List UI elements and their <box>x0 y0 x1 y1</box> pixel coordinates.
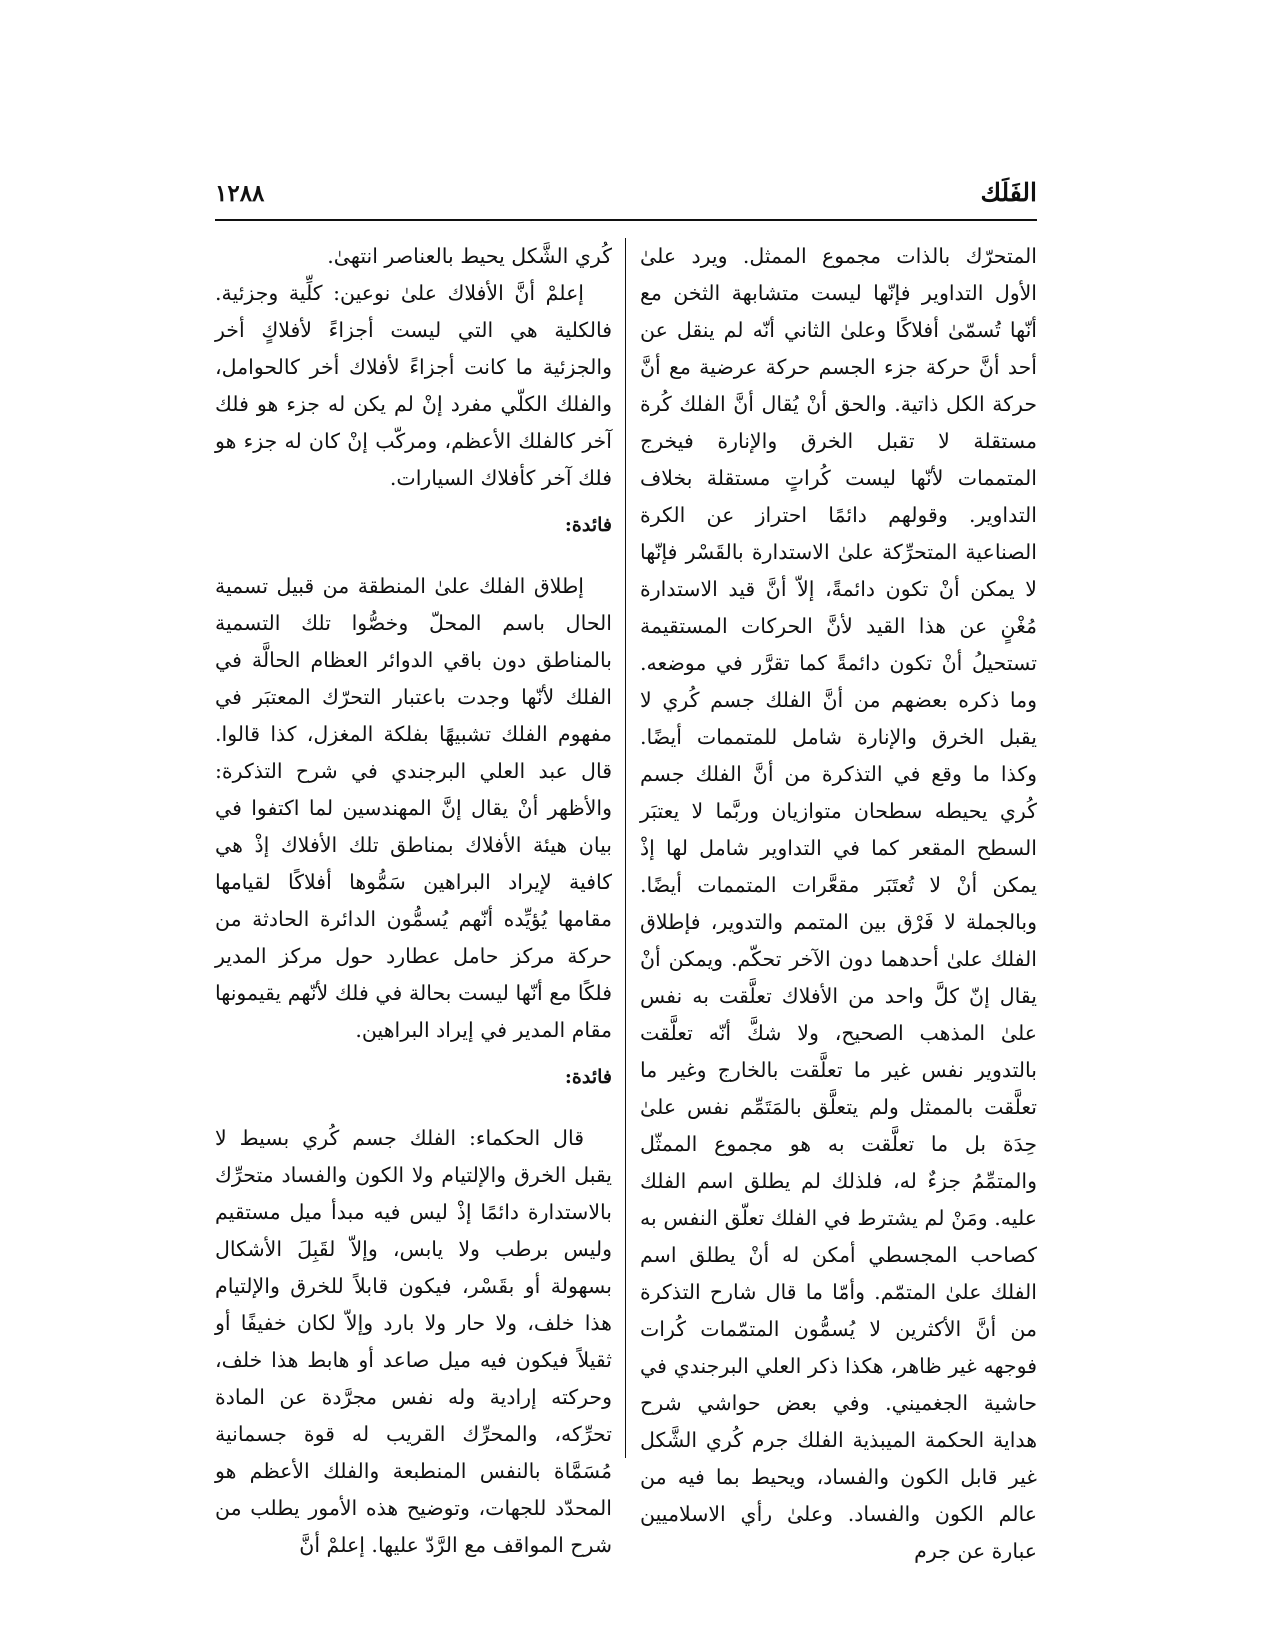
paragraph: إطلاق الفلك علىٰ المنطقة من قبيل تسمية الحال باسم المحلّ وخصُّوا تلك التسمية بالمناطق دون باقي الدوائر العظام الحالَّة في الفلك لأنّها وجدت باعتبار التحرّك المعتبَر في مفهوم الفلك تشبيهًا بفلكة المغزل، كذا قالوا. قال عبد العلي البرجندي في شرح التذكرة: والأظهر أنْ يقال إنَّ المهندسين لما اكتفوا في بيان هيئة الأفلاك بمناطق تلك الأفلاك إذْ هي كافية لإيراد البراهين سَمُّوها أفلاكًا لقيامها مقامها يُؤيِّده أنّهم يُسمُّون الدائرة الحادثة من حركة مركز حامل عطارد حول مركز المدير فلكًا مع أنّها ليست بحالة في فلك لأنّهم يقيمونها مقام المدير في إيراد البراهين. <box>215 574 612 1042</box>
header-rule <box>215 219 1037 221</box>
column-divider <box>625 238 626 1458</box>
paragraph: المتحرّك بالذات مجموع الممثل. ويرد علىٰ الأول التداوير فإنّها ليست متشابهة الثخن مع أنّها تُسمّىٰ أفلاكًا وعلىٰ الثاني أنّه لم ينقل عن أحد أنَّ حركة جزء الجسم حركة عرضية مع أنَّ حركة الكل ذاتية. والحق أنْ يُقال أنَّ الفلك كُرة مستقلة لا تقبل الخرق والإنارة فيخرج المتممات لأنّها ليست كُراتٍ مستقلة بخلاف التداوير. وقولهم دائمًا احتراز عن الكرة الصناعية المتحرِّكة علىٰ الاستدارة بالقَسْر فإنّها لا يمكن أنْ تكون دائمةً، إلاّ أنَّ قيد الاستدارة مُغْنٍ عن هذا القيد لأنَّ الحركات المستقيمة تستحيلُ أنْ تكون دائمةً كما تقرَّر في موضعه. وما ذكره بعضهم من أنَّ الفلك جسم كُري لا يقبل الخرق والإنارة شامل للمتممات أيضًا. وكذا ما وقع في التذكرة من أنَّ الفلك جسم كُري يحيطه سطحان متوازيان وربَّما لا يعتبَر السطح المقعر كما في التداوير شامل لها إذْ يمكن أنْ لا تُعتَبَر مقعَّرات المتممات أيضًا. وبالجملة لا فَرْق بين المتمم والتدوير، فإطلاق الفلك علىٰ أحدهما دون الآخر تحكّم. ويمكن أنْ يقال إنّ كلَّ واحد من الأفلاك تعلَّقت به نفس علىٰ المذهب الصحيح، ولا شكَّ أنّه تعلَّقت بالتدوير نفس غير ما تعلَّقت بالخارج وغير ما تعلَّقت بالممثل ولم يتعلَّق بالمَتَمِّم نفس علىٰ حِدَة بل ما تعلَّقت به هو مجموع الممثّل والمتمِّمُ جزءٌ له، فلذلك لم يطلق اسم الفلك عليه. ومَنْ لم يشترط في الفلك تعلّق النفس به كصاحب المجسطي أمكن له أنْ يطلق اسم الفلك علىٰ المتمّم. وأمّا ما قال شارح التذكرة من أنَّ الأكثرين لا يُسمُّون المتمّمات كُرات فوجهه غير ظاهر، هكذا ذكر العلي البرجندي في حاشية الجغميني. وفي بعض حواشي شرح هداية الحكمة الميبذية الفلك جرم كُري الشَّكل غير قابل الكون والفساد، ويحيط بما فيه من عالم الكون والفساد. وعلىٰ رأي الاسلاميين عبارة عن جرم <box>640 244 1037 1563</box>
section-heading: فائدة: <box>564 1066 612 1088</box>
page-number: ١٢٨٨ <box>215 180 265 207</box>
paragraph: قال الحكماء: الفلك جسم كُري بسيط لا يقبل الخرق والإلتيام ولا الكون والفساد متحرِّك بالاستدارة دائمًا إذْ ليس فيه مبدأ ميل مستقيم وليس برطب ولا يابس، وإلاّ لقَبِلَ الأشكال بسهولة أو بقَسْر، فيكون قابلاً للخرق والإلتيام هذا خلف، ولا حار ولا بارد وإلاّ لكان خفيفًا أو ثقيلاً فيكون فيه ميل صاعد أو هابط هذا خلف، وحركته إرادية وله نفس مجرَّدة عن المادة تحرِّكه، والمحرِّك القريب له قوة جسمانية مُسَمَّاة بالنفس المنطبعة والفلك الأعظم هو المحدّد للجهات، وتوضيح هذه الأمور يطلب من شرح المواقف مع الرَّدّ عليها. إعلمْ أنَّ <box>215 1126 612 1557</box>
section-heading: فائدة: <box>564 514 612 536</box>
paragraph: كُري الشَّكل يحيط بالعناصر انتهىٰ. <box>327 244 612 268</box>
paragraph: إعلمْ أنَّ الأفلاك علىٰ نوعين: كلِّية وجزئية. فالكلية هي التي ليست أجزاءً لأفلاكٍ أخر والجزئية ما كانت أجزاءً لأفلاك أخر كالحوامل، والفلك الكلّي مفرد إنْ لم يكن له جزء هو فلك آخر كالفلك الأعظم، ومركّب إنْ كان له جزء هو فلك آخر كأفلاك السيارات. <box>215 281 612 490</box>
left-column <box>215 238 612 1564</box>
right-column <box>640 238 1037 1570</box>
running-title: الفَلَك <box>980 178 1037 207</box>
page-header <box>215 178 1037 218</box>
